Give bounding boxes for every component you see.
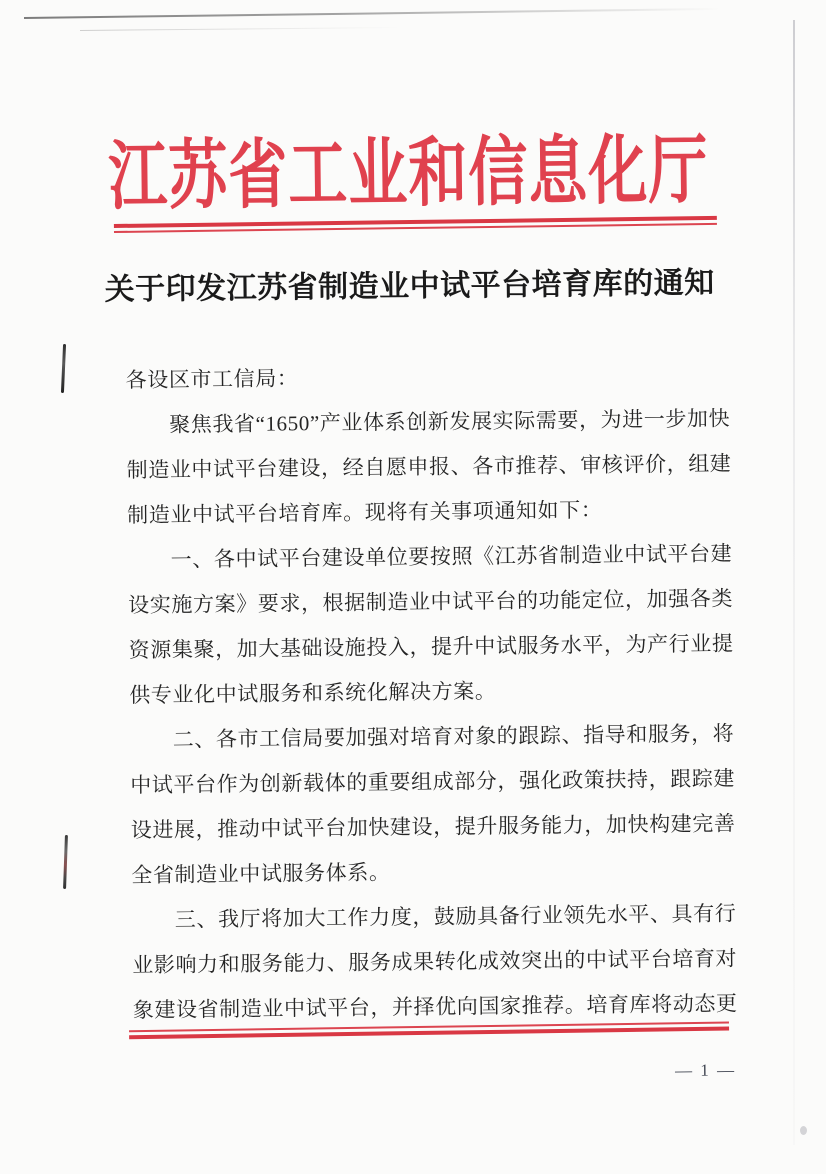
body-line: 制造业中试平台培育库。现将有关事项通知如下：: [127, 497, 603, 527]
body-line: 聚焦我省“1650”产业体系创新发展实际需要，为进一步加快: [169, 405, 731, 437]
body-line: 三、我厅将加大工作力度，鼓励具备行业领先水平、具有行: [174, 900, 737, 932]
body-line: 业影响力和服务能力、服务成果转化成效突出的中试平台培育对: [132, 945, 738, 977]
body-line: 一、各中试平台建设单位要按照《江苏省制造业中试平台建: [170, 540, 733, 572]
body-line: 象建设省制造业中试平台，并择优向国家推荐。培育库将动态更: [132, 990, 738, 1022]
document-title: 关于印发江苏省制造业中试平台培育库的通知: [104, 266, 715, 307]
body-line: 中试平台作为创新载体的重要组成部分，强化政策扶持，跟踪建: [130, 765, 736, 797]
body-line: 全省制造业中试服务体系。: [131, 859, 391, 887]
body-line: 各设区市工信局：: [125, 365, 299, 392]
body-line: 资源集聚，加大基础设施投入，提升中试服务水平，为产行业提: [128, 630, 734, 662]
body-line: 制造业中试平台建设，经自愿申报、各市推荐、审核评价，组建: [126, 450, 732, 482]
body-line: 设实施方案》要求，根据制造业中试平台的功能定位，加强各类: [128, 585, 734, 617]
page-number: — 1 —: [674, 1060, 737, 1081]
body-line: 供专业化中试服务和系统化解决方案。: [129, 678, 497, 707]
body-line: 设进展，推动中试平台加快建设，提升服务能力，加快构建完善: [130, 810, 736, 842]
body-line: 二、各市工信局要加强对培育对象的跟踪、指导和服务，将: [172, 720, 735, 752]
document-body: [125, 350, 738, 1032]
agency-header: 江苏省工业和信息化厅: [107, 127, 709, 220]
